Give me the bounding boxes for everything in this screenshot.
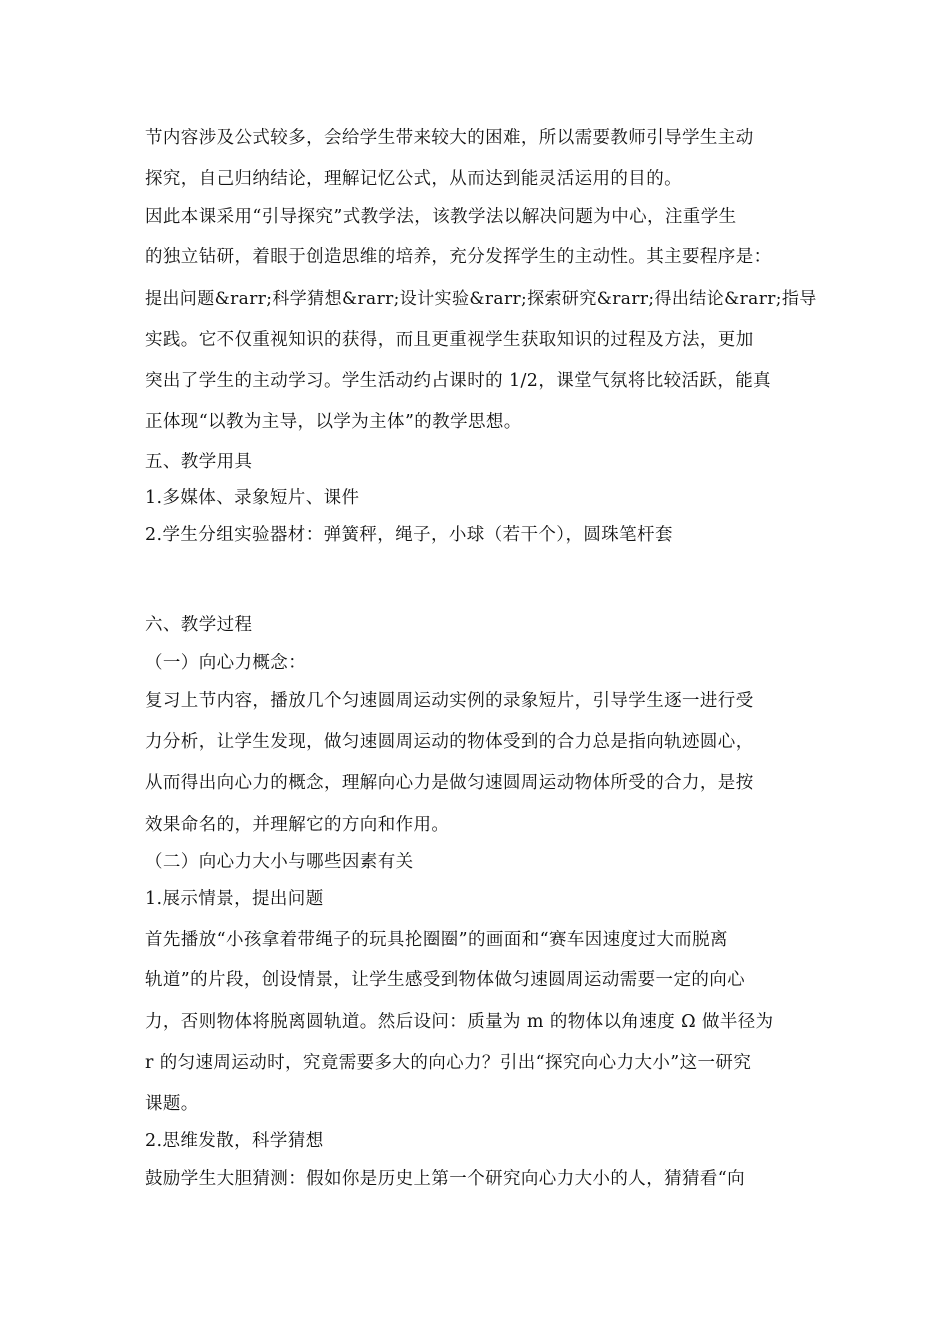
list-item: 1.多媒体、录象短片、课件 bbox=[145, 488, 360, 508]
paragraph-line: r 的匀速周运动时，究竟需要多大的向心力？引出“探究向心力大小”这一研究 bbox=[145, 1053, 752, 1073]
paragraph-line: 鼓励学生大胆猜测：假如你是历史上第一个研究向心力大小的人，猜猜看“向 bbox=[145, 1169, 746, 1189]
paragraph-line: 力，否则物体将脱离圆轨道。然后设问：质量为 m 的物体以角速度 Ω 做半径为 bbox=[145, 1012, 774, 1032]
section-heading: 六、教学过程 bbox=[145, 615, 253, 635]
list-item: 2.学生分组实验器材：弹簧秤，绳子，小球（若干个），圆珠笔杆套 bbox=[145, 525, 673, 545]
subsection-heading: 2.思维发散，科学猜想 bbox=[145, 1131, 324, 1151]
paragraph-line: 突出了学生的主动学习。学生活动约占课时的 1/2，课堂气氛将比较活跃，能真 bbox=[145, 371, 772, 391]
paragraph-line: 从而得出向心力的概念，理解向心力是做匀速圆周运动物体所受的合力，是按 bbox=[145, 773, 754, 793]
paragraph-line: 的独立钻研，着眼于创造思维的培养，充分发挥学生的主动性。其主要程序是： bbox=[145, 247, 772, 267]
paragraph-line: 首先播放“小孩拿着带绳子的玩具抡圈圈”的画面和“赛车因速度过大而脱离 bbox=[145, 930, 728, 950]
paragraph-line: 轨道”的片段，创设情景，让学生感受到物体做匀速圆周运动需要一定的向心 bbox=[145, 970, 746, 990]
paragraph-line: 实践。它不仅重视知识的获得，而且更重视学生获取知识的过程及方法，更加 bbox=[145, 330, 754, 350]
paragraph-line: 课题。 bbox=[145, 1094, 199, 1114]
section-heading: 五、教学用具 bbox=[145, 452, 253, 472]
paragraph-line: 力分析，让学生发现，做匀速圆周运动的物体受到的合力总是指向轨迹圆心， bbox=[145, 732, 754, 752]
paragraph-line: 因此本课采用“引导探究”式教学法，该教学法以解决问题为中心，注重学生 bbox=[145, 207, 737, 227]
paragraph-line: 效果命名的，并理解它的方向和作用。 bbox=[145, 815, 450, 835]
subsection-heading: （一）向心力概念： bbox=[145, 653, 307, 673]
paragraph-line: 正体现“以教为主导，以学为主体”的教学思想。 bbox=[145, 412, 522, 432]
paragraph-line: 探究，自己归纳结论，理解记忆公式，从而达到能灵活运用的目的。 bbox=[145, 169, 682, 189]
subsection-heading: 1.展示情景，提出问题 bbox=[145, 889, 324, 909]
subsection-heading: （二）向心力大小与哪些因素有关 bbox=[145, 852, 414, 872]
paragraph-line: 节内容涉及公式较多，会给学生带来较大的困难，所以需要教师引导学生主动 bbox=[145, 128, 754, 148]
paragraph-line: 提出问题&rarr;科学猜想&rarr;设计实验&rarr;探索研究&rarr;得出结论&rarr;指导 bbox=[145, 289, 817, 309]
paragraph-line: 复习上节内容，播放几个匀速圆周运动实例的录象短片，引导学生逐一进行受 bbox=[145, 691, 754, 711]
